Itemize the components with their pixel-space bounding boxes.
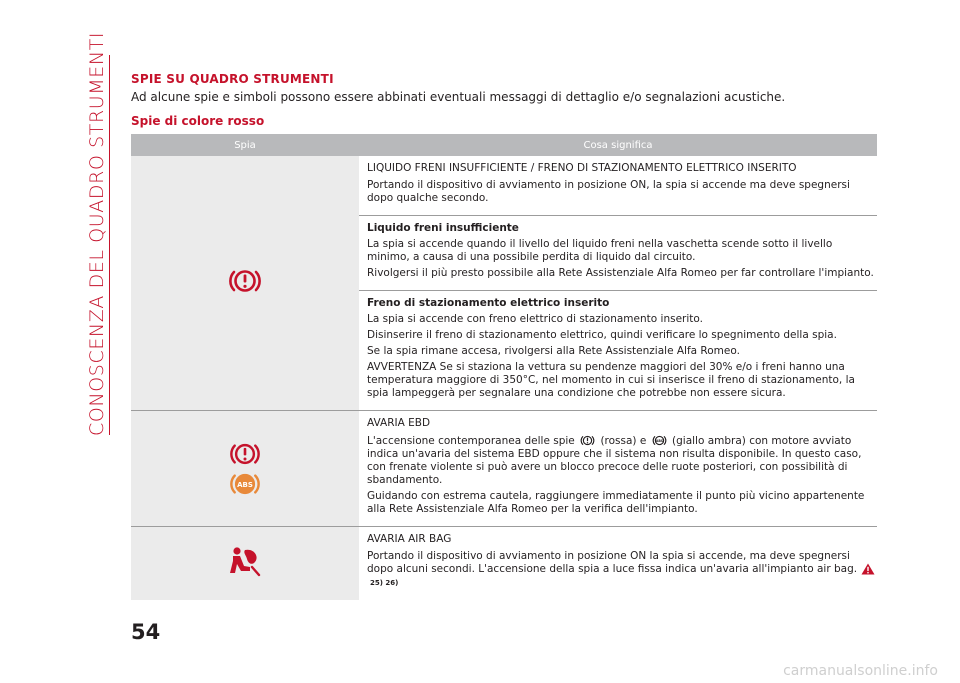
- brake-warning-icon: [226, 266, 264, 296]
- ebd-text-middle: (rossa) e: [600, 435, 647, 447]
- subsection-title: Spie di colore rosso: [131, 114, 265, 128]
- icon-cell-brake: [131, 156, 359, 411]
- desc-title: AVARIA EBD: [367, 417, 431, 429]
- warning-lights-table: [131, 134, 877, 600]
- desc-paragraph: Rivolgersi il più presto possibile alla Rete Assistenziale Alfa Romeo per far controllare l'impianto.: [367, 267, 874, 279]
- desc-paragraph: Se la spia rimane accesa, rivolgersi alla Rete Assistenziale Alfa Romeo.: [367, 345, 740, 357]
- desc-block-airbag: [359, 527, 877, 601]
- page-content: [131, 71, 877, 600]
- brake-warning-icon: [226, 440, 264, 468]
- ebd-text-before: L'accensione contemporanea delle spie: [367, 435, 575, 447]
- watermark: carmanualsonline.info: [783, 663, 938, 679]
- inline-brake-icon: [579, 434, 596, 447]
- desc-title: AVARIA AIR BAG: [367, 533, 452, 545]
- table-header-row: [131, 134, 877, 156]
- desc-block-parking-brake: [359, 291, 877, 411]
- airbag-text: Portando il dispositivo di avviamento in posizione ON la spia si accende, ma deve spegnersi dopo alcuni secondi. L'accensione della spia a luce fissa indica un'avaria all'impianto air bag.: [367, 550, 858, 575]
- desc-paragraph: Portando il dispositivo di avviamento in posizione ON, la spia si accende ma deve spegnersi dopo qualche secondo.: [367, 179, 850, 204]
- desc-paragraph: Guidando con estrema cautela, raggiungere immediatamente il punto più vicino appartenente alla Rete Assistenziale Alfa Romeo per la verifica dell'impianto.: [367, 490, 865, 515]
- desc-paragraph: La spia si accende con freno elettrico di stazionamento inserito.: [367, 313, 703, 325]
- table-row: [131, 156, 877, 216]
- inline-abs-icon: [651, 434, 668, 447]
- ebd-text-after: (giallo ambra) con motore avviato indica un'avaria del sistema EBD oppure che il sistema non risulta disponibile. In questo caso, con frenate violente si può avere un blocco precoce delle ruote posteriori, con possibilità di sbandamento.: [367, 435, 862, 486]
- desc-title: Liquido freni insufficiente: [367, 222, 519, 234]
- desc-title: LIQUIDO FRENI INSUFFICIENTE / FRENO DI STAZIONAMENTO ELETTRICO INSERITO: [367, 162, 797, 174]
- desc-block-brake-fluid: [359, 216, 877, 291]
- desc-paragraph: La spia si accende quando il livello del liquido freni nella vaschetta scende sotto il livello minimo, a causa di una possibile perdita di liquido dal circuito.: [367, 238, 833, 263]
- abs-icon: [226, 470, 264, 498]
- side-chapter-title: CONOSCENZA DEL QUADRO STRUMENTI: [86, 31, 108, 436]
- inline-abs-icon-label: ABS: [655, 438, 663, 443]
- intro-text: Ad alcune spie e simboli possono essere abbinati eventuali messaggi di dettaglio e/o segnalazioni acustiche.: [131, 90, 786, 104]
- warning-triangle-icon: [861, 563, 875, 575]
- abs-icon-label: ABS: [237, 480, 253, 489]
- desc-paragraph-ebd-1: [367, 434, 877, 487]
- table-row: [131, 411, 877, 527]
- desc-block-ebd: [359, 411, 877, 527]
- airbag-icon: [225, 545, 265, 579]
- side-divider: [109, 55, 110, 435]
- desc-title: Freno di stazionamento elettrico inserito: [367, 297, 610, 309]
- icon-cell-airbag: [131, 527, 359, 601]
- ebd-icon-stack: [131, 440, 359, 498]
- header-spia: Spia: [131, 134, 359, 156]
- header-cosa-significa: Cosa significa: [359, 134, 877, 156]
- footnote-refs: 25) 26): [370, 579, 399, 587]
- section-title: SPIE SU QUADRO STRUMENTI: [131, 72, 334, 86]
- desc-paragraph-airbag: [367, 550, 877, 590]
- desc-paragraph: Disinserire il freno di stazionamento elettrico, quindi verificare lo spegnimento della spia.: [367, 329, 837, 341]
- icon-cell-ebd: [131, 411, 359, 527]
- desc-paragraph: AVVERTENZA Se si staziona la vettura su pendenze maggiori del 30% e/o i freni hanno una temperatura maggiore di 350°C, nel momento in cui si inserisce il freno di stazionamento, la spia lampeggerà per segnalare una condizione che potrebbe non essere sicura.: [367, 361, 855, 399]
- page-number: 54: [131, 620, 161, 644]
- table-row: [131, 527, 877, 601]
- desc-block-brake-general: [359, 156, 877, 216]
